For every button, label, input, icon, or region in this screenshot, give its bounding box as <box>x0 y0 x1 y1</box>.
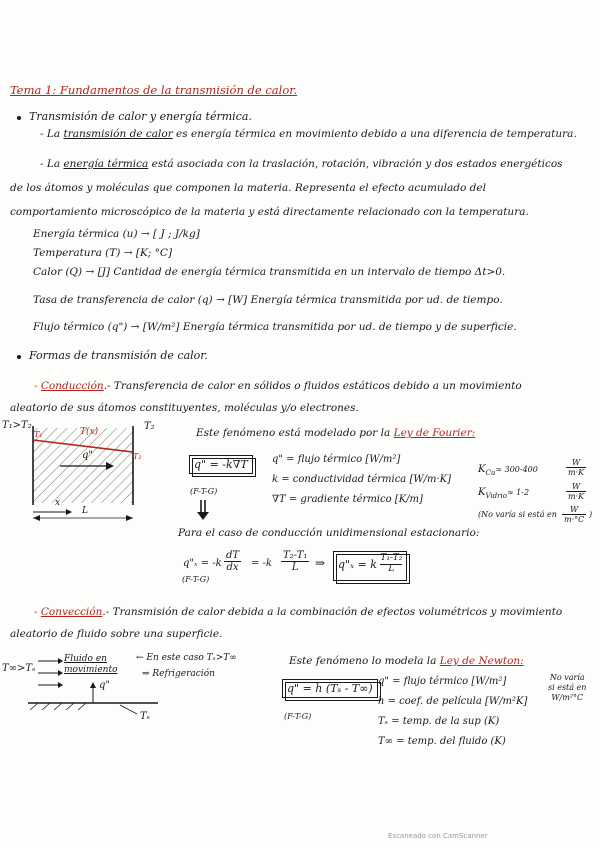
eq-result-box: q"ₓ = k $\frac{\text{T₁-T₂}}{L}$ <box>333 551 407 581</box>
conduccion-line1: - Conducción.- Transferencia de calor en sólidos o fluidos estáticos debido a un movimiento <box>34 380 522 392</box>
paragraph-energia-l2: de los átomos y moléculas que componen la materia. Representa el efecto acumulado del <box>10 182 486 194</box>
ft-tag: (F-T-G) <box>190 487 218 496</box>
fourier-def-flux: q" = flujo térmico [W/m²] <box>272 454 401 465</box>
fourier-equation-box: q" = -k∇T <box>189 455 253 474</box>
flow-arrow <box>58 658 63 664</box>
conduction-1d-heading: Para el caso de conducción unidimensional estacionario: <box>178 527 480 539</box>
diag-x: x <box>55 498 61 508</box>
fourier-intro: Este fenómeno está modelado por la Ley de Fourier: <box>196 427 476 439</box>
x-axis-arrowhead <box>66 509 72 515</box>
conveccion-line2: aleatorio de fluido sobre una superficie. <box>10 628 223 640</box>
term-energia: energía térmica <box>63 158 149 170</box>
conveccion-line1: - Convección.- Transmisión de calor debida a la combinación de efectos volumétricos y movimiento <box>34 606 563 618</box>
diag-q: q" <box>82 450 94 461</box>
conduccion-line2: aleatorio de sus átomos constituyentes, moléculas y/o electrones. <box>10 402 359 414</box>
term-transmision: transmisión de calor <box>63 128 173 140</box>
k-note-end: ) <box>589 510 593 519</box>
flow-arrow <box>58 682 63 688</box>
paragraph-transmision: - La transmisión de calor es energía térmica en movimiento debido a una diferencia de temperatura. <box>40 128 577 140</box>
term-ley-newton: Ley de Newton: <box>439 655 524 667</box>
newton-def-ts: Tₛ = temp. de la sup (K) <box>378 716 500 727</box>
term-conveccion: Convección <box>40 606 103 618</box>
diag-t2-label: T₂ <box>144 421 155 432</box>
k-glass-unit: $\frac{W}{m\cdot K}$ <box>568 482 585 501</box>
h-note: No varía si está en W/m²°C <box>548 673 587 702</box>
paragraph-energia-l1: - La energía térmica está asociada con la traslación, rotación, vibración y dos estados energéticos <box>40 158 563 170</box>
diag-l: L <box>82 506 88 516</box>
k-glass: $K_{Vidrio}\approx 1-2$ <box>478 487 530 500</box>
eq-frac-t2t1: $\frac{\text{T₂-T₁}}{L}$ <box>283 550 308 573</box>
newton-def-tinf: T∞ = temp. del fluido (K) <box>378 736 506 747</box>
eq-frac-dtdx: $\frac{dT}{dx}$ <box>226 550 240 573</box>
fourier-def-k: k = conductividad térmica [W/m·K] <box>272 474 452 485</box>
k-note: (No varía si está en <box>478 510 557 519</box>
implies-arrow-icon <box>197 512 209 520</box>
definition-item: Tasa de transferencia de calor (q) → [W] Energía térmica transmitida por ud. de tiempo. <box>33 294 503 306</box>
k-copper: $K_{Cu}\approx 300-400$ <box>478 464 538 477</box>
eq-implies: ⇒ <box>315 556 326 570</box>
ft-tag: (F-T-G) <box>182 575 210 584</box>
newton-intro: Este fenómeno lo modela la Ley de Newton: <box>289 655 524 667</box>
diag-t2: T₂ <box>133 452 142 461</box>
conv-q: q" <box>99 680 111 691</box>
eq-mid: = -k <box>251 558 272 569</box>
ft-tag: (F-T-G) <box>284 712 312 721</box>
conv-fluid-label: Fluido en movimiento <box>64 654 118 675</box>
newton-def-flux: q" = flujo térmico [W/m²] <box>378 676 507 687</box>
fourier-def-grad: ∇T = gradiente térmico [K/m] <box>272 494 423 505</box>
eq-lhs: q"ₓ = -k <box>183 558 222 569</box>
section-heading: Formas de transmisión de calor. <box>29 349 208 362</box>
definition-item: Calor (Q) → [J] Cantidad de energía térmica transmitida en un intervalo de tiempo Δt>0. <box>33 266 506 278</box>
convective-flux-arrow <box>90 682 96 688</box>
term-ley-fourier: Ley de Fourier: <box>393 427 476 439</box>
definition-item: Flujo térmico (q") → [W/m²] Energía térmica transmitida por ud. de tiempo y de superficie. <box>33 321 517 333</box>
diag-t1-gt-t2: T₁>T₂ <box>2 420 32 431</box>
diag-t1: T₁ <box>34 430 43 439</box>
conv-tinf-ts: T∞>Tₛ <box>2 663 36 674</box>
k-copper-unit: $\frac{W}{m\cdot K}$ <box>568 458 585 477</box>
definition-item: Energía térmica (u) → [ J ; J/kg] <box>33 228 200 240</box>
conv-case: ← En este caso Tₛ>T∞ <box>136 653 237 663</box>
paragraph-energia-l3: comportamiento microscópico de la materia y está directamente relacionado con la temperatura. <box>10 206 529 218</box>
newton-def-h: h = coef. de película [W/m²K] <box>378 696 528 707</box>
scanner-footer: Escaneado con CamScanner <box>388 832 488 840</box>
newton-equation-box: q" = h (Tₛ - T∞) <box>282 679 378 698</box>
term-conduccion: Conducción <box>40 380 104 392</box>
page-title: Tema 1: Fundamentos de la transmisión de calor. <box>10 83 298 97</box>
k-note-unit: $\frac{W}{m\cdot^\circ C}$ <box>564 505 585 524</box>
section-heading: Transmisión de calor y energía térmica. <box>29 110 252 123</box>
diag-tx: T(x) <box>80 427 99 437</box>
definition-item: Temperatura (T) → [K; °C] <box>33 247 173 259</box>
flow-arrow <box>58 670 63 676</box>
conv-ts: Tₛ <box>140 711 151 722</box>
conv-refrigeration: ⇒ Refrigeración <box>142 669 215 679</box>
